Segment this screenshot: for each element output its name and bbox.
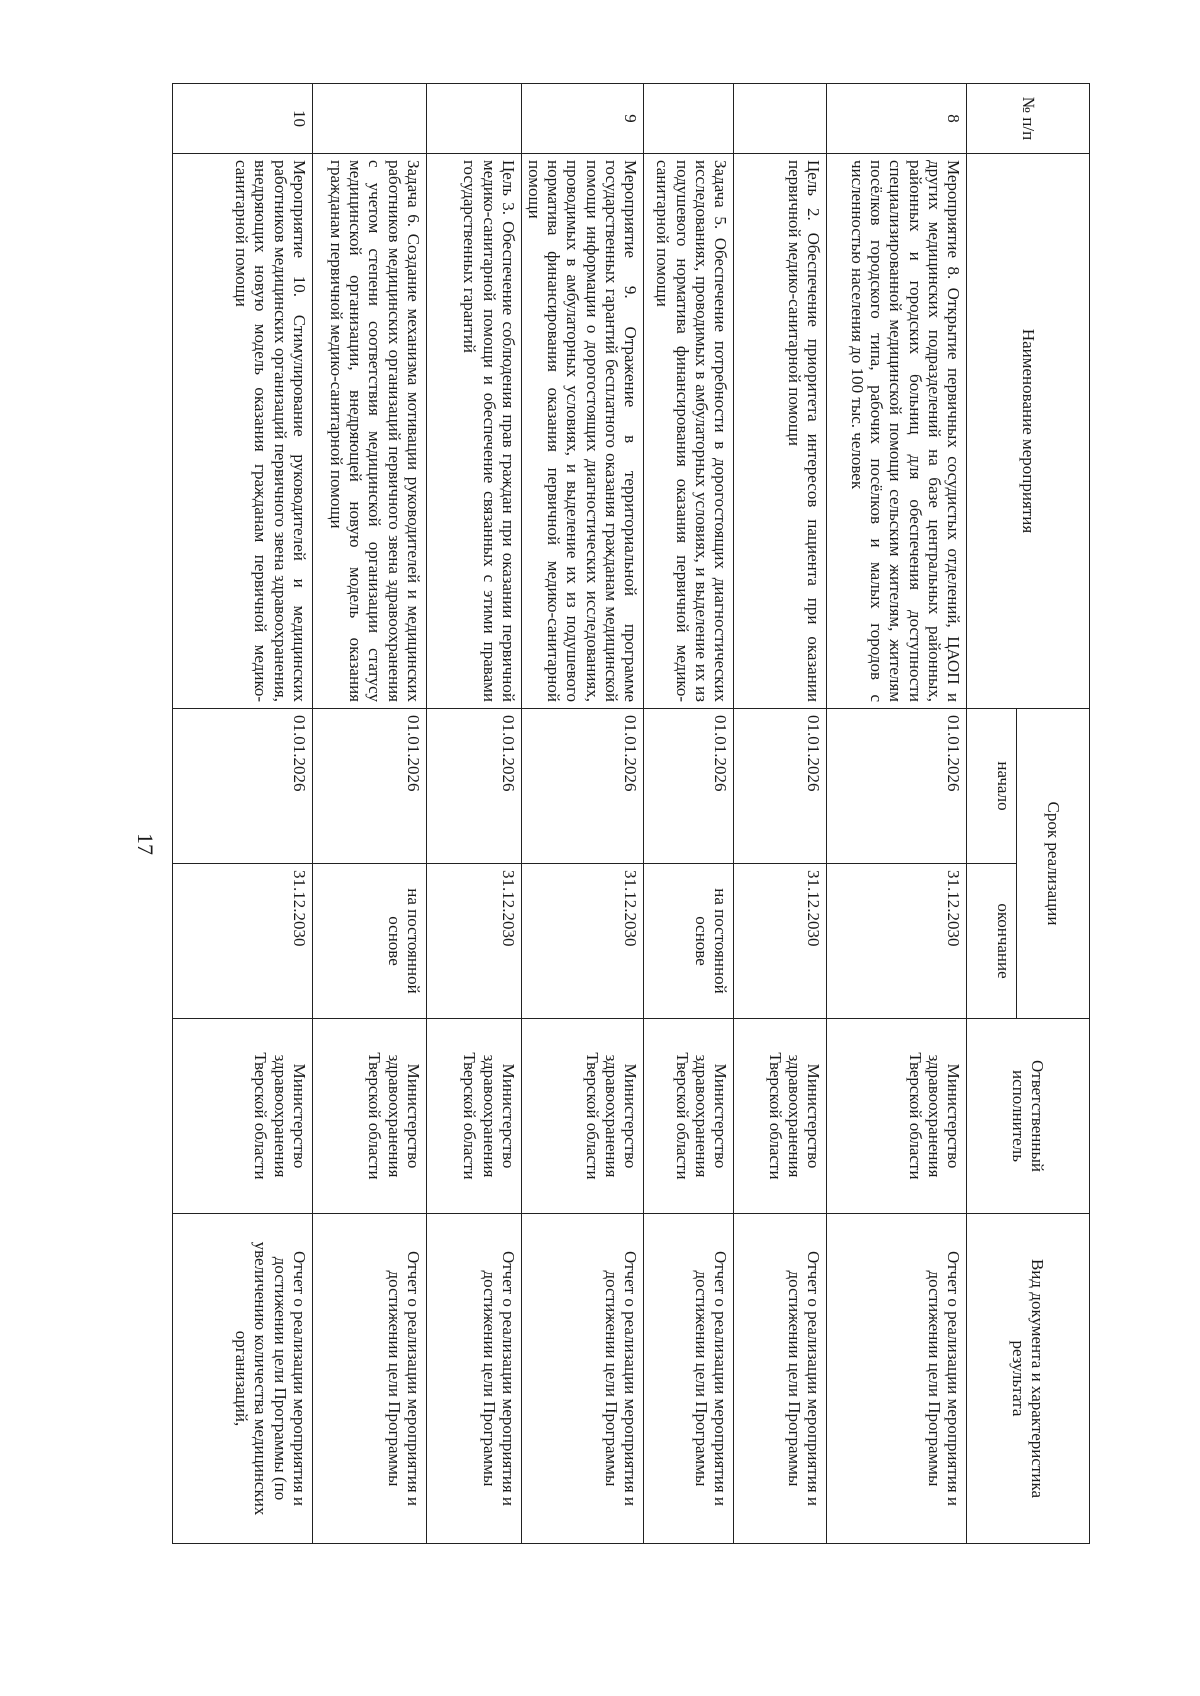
page-number: 17 (133, 833, 158, 855)
table-row (644, 84, 734, 1544)
header-responsible: Ответственный исполнитель (967, 1019, 1090, 1214)
header-end: окончание (967, 864, 1017, 1019)
row-name: Задача 5. Обеспечение потребности в дорогостоящих диагностических исследованиях, проводимых в амбулаторных условиях, и выделение их из подушевого норматива финансирования оказания первичной медико-санитарной помощи (644, 154, 734, 709)
table-row (521, 84, 643, 1544)
row-num: 10 (172, 84, 312, 154)
header-name: Наименование мероприятия (967, 154, 1090, 709)
row-result: Отчет о реализации мероприятия и достижении цели Программы (426, 1214, 521, 1544)
row-responsible: Министерство здравоохранения Тверской области (521, 1019, 643, 1214)
header-result: Вид документа и характеристика результата (967, 1214, 1090, 1544)
row-num (312, 84, 426, 154)
row-name: Цель 3. Обеспечение соблюдения прав граждан при оказании первичной медико-санитарной помощи и обеспечение связанных с этими правами государственных гарантий (426, 154, 521, 709)
row-num (644, 84, 734, 154)
row-name: Мероприятие 10. Стимулирование руководителей и медицинских работников медицинских организаций первичного звена здравоохранения, внедряющих новую модель оказания гражданам первичной медико-санитарной помощи (172, 154, 312, 709)
row-end: 31.12.2030 (827, 864, 967, 1019)
row-responsible: Министерство здравоохранения Тверской области (734, 1019, 827, 1214)
row-end: на постоянной основе (312, 864, 426, 1019)
row-name: Цель 2. Обеспечение приоритета интересов пациента при оказании первичной медико-санитарной помощи (734, 154, 827, 709)
row-responsible: Министерство здравоохранения Тверской области (644, 1019, 734, 1214)
events-table (172, 83, 1090, 1544)
row-result: Отчет о реализации мероприятия и достижении цели Программы (827, 1214, 967, 1544)
table-row (426, 84, 521, 1544)
row-num (734, 84, 827, 154)
table-row (827, 84, 967, 1544)
rotated-table-wrapper (180, 83, 1090, 1543)
row-end: 31.12.2030 (426, 864, 521, 1019)
row-name: Задача 6. Создание механизма мотивации руководителей и медицинских работников медицинских организаций первичного звена здравоохранения с учетом степени соответствия медицинской организации статусу медицинской организации, внедряющей новую модель оказания гражданам первичной медико-санитарной помощи (312, 154, 426, 709)
row-end: на постоянной основе (644, 864, 734, 1019)
row-responsible: Министерство здравоохранения Тверской области (172, 1019, 312, 1214)
row-responsible: Министерство здравоохранения Тверской области (426, 1019, 521, 1214)
row-end: 31.12.2030 (734, 864, 827, 1019)
row-result: Отчет о реализации мероприятия и достижении цели Программы (644, 1214, 734, 1544)
table-row (734, 84, 827, 1544)
row-responsible: Министерство здравоохранения Тверской области (827, 1019, 967, 1214)
header-row (1017, 84, 1090, 1544)
row-start: 01.01.2026 (827, 709, 967, 864)
row-start: 01.01.2026 (734, 709, 827, 864)
row-start: 01.01.2026 (312, 709, 426, 864)
row-responsible: Министерство здравоохранения Тверской области (312, 1019, 426, 1214)
row-end: 31.12.2030 (172, 864, 312, 1019)
row-name: Мероприятие 9. Отражение в территориальной программе государственных гарантий бесплатного оказания гражданам медицинской помощи информации о дорогостоящих диагностических исследованиях, проводимых в амбулаторных условиях, и выделение их из подушевого норматива финансирования оказания первичной медико-санитарной помощи (521, 154, 643, 709)
header-num: № п/п (967, 84, 1090, 154)
row-num (426, 84, 521, 154)
row-start: 01.01.2026 (644, 709, 734, 864)
row-num: 9 (521, 84, 643, 154)
row-num: 8 (827, 84, 967, 154)
row-start: 01.01.2026 (172, 709, 312, 864)
table-row (172, 84, 312, 1544)
row-start: 01.01.2026 (521, 709, 643, 864)
table-row (312, 84, 426, 1544)
row-result: Отчет о реализации мероприятия и достижении цели Программы (734, 1214, 827, 1544)
row-start: 01.01.2026 (426, 709, 521, 864)
header-period: Срок реализации (1017, 709, 1090, 1019)
row-end: 31.12.2030 (521, 864, 643, 1019)
header-start: начало (967, 709, 1017, 864)
row-result: Отчет о реализации мероприятия и достижении цели Программы (521, 1214, 643, 1544)
row-name: Мероприятие 8. Открытие первичных сосудистых отделений, ЦАОП и других медицинских подразделений на базе центральных районных, районных и городских больниц для обеспечения доступности специализированной медицинской помощи сельским жителям, жителям посёлков городского типа, рабочих посёлков и малых городов с численностью населения до 100 тыс. человек (827, 154, 967, 709)
row-result: Отчет о реализации мероприятия и достижении цели Программы (312, 1214, 426, 1544)
row-result: Отчет о реализации мероприятия и достижении цели Программы (по увеличению количества медицинских организаций, (172, 1214, 312, 1544)
